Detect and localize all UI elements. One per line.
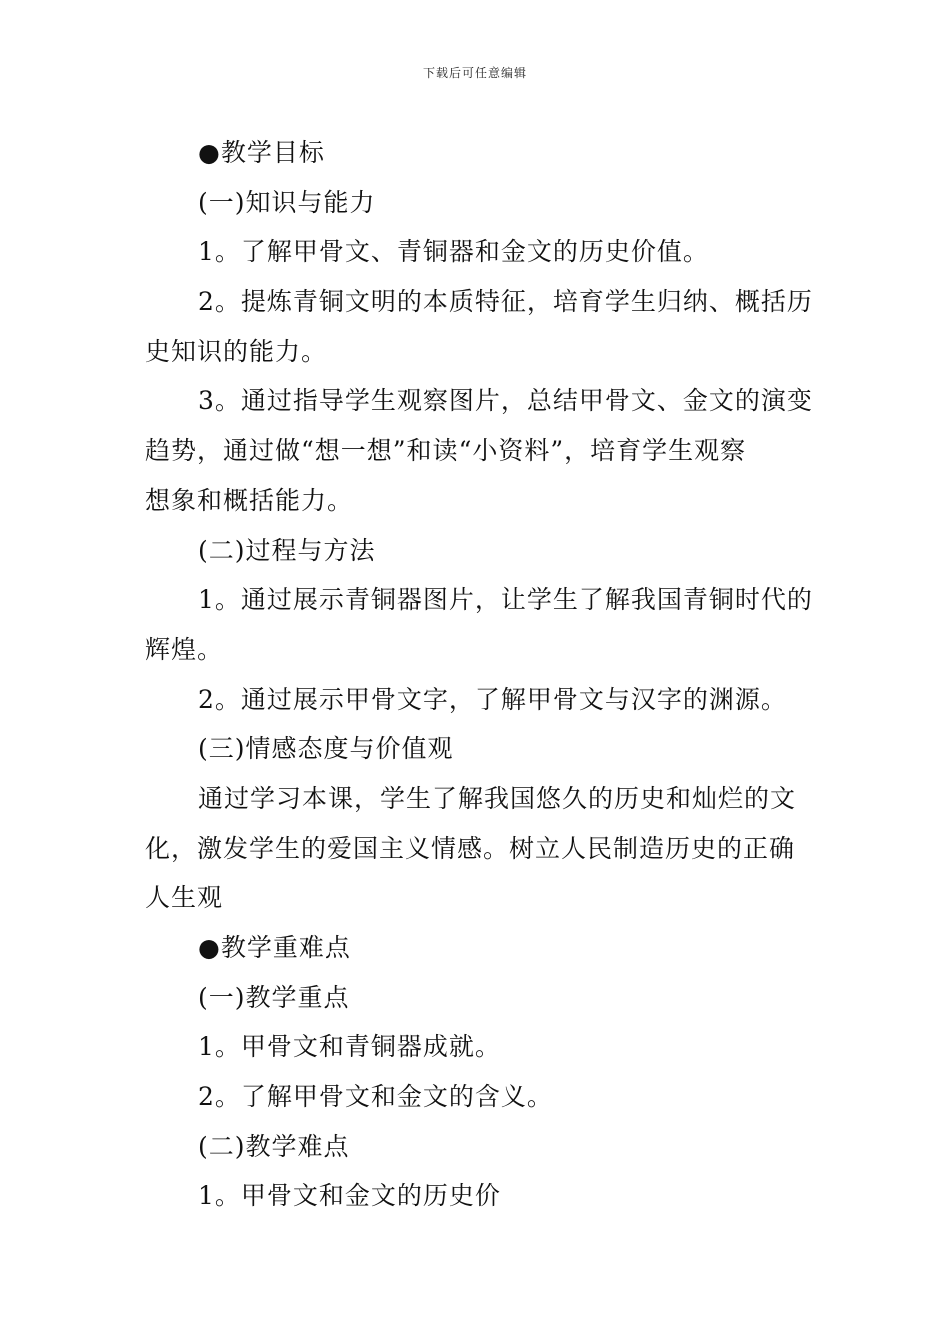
paragraph-line: 1。了解甲骨文、青铜器和金文的历史价值。 [198,237,709,267]
subheading-knowledge: (一)知识与能力 [198,187,376,217]
subheading-key-points: (一)教学重点 [198,982,350,1012]
section-heading-objectives: ●教学目标 [198,138,325,167]
paragraph-line: 辉煌。 [145,634,224,664]
paragraph-line: 2。提炼青铜文明的本质特征，培育学生归纳、概括历 [198,287,813,317]
subheading-process: (二)过程与方法 [198,535,376,565]
paragraph-line: 想象和概括能力。 [145,485,354,515]
section-heading-key-points: ●教学重难点 [198,933,351,962]
subheading-values: (三)情感态度与价值观 [198,734,454,764]
paragraph-line: 1。甲骨文和金文的历史价 [198,1181,501,1211]
paragraph-line: 人生观 [145,883,224,913]
paragraph-line: 2。通过展示甲骨文字，了解甲骨文与汉字的渊源。 [198,684,787,714]
paragraph-line: 通过学习本课，学生了解我国悠久的历史和灿烂的文 [198,783,797,813]
paragraph-line: 2。了解甲骨文和金文的含义。 [198,1082,553,1112]
paragraph-line: 趋势，通过做“想一想”和读“小资料”，培育学生观察 [145,436,747,466]
document-body [145,128,813,1221]
paragraph-line: 3。通过指导学生观察图片，总结甲骨文、金文的演变 [198,386,813,416]
header-note: 下载后可任意编辑 [422,66,527,80]
paragraph-line: 史知识的能力。 [145,336,328,366]
subheading-difficulties: (二)教学难点 [198,1131,350,1161]
paragraph-line: 1。甲骨文和青铜器成就。 [198,1032,501,1062]
paragraph-line: 化，激发学生的爱国主义情感。树立人民制造历史的正确 [145,833,796,863]
paragraph-line: 1。通过展示青铜器图片，让学生了解我国青铜时代的 [198,585,813,615]
